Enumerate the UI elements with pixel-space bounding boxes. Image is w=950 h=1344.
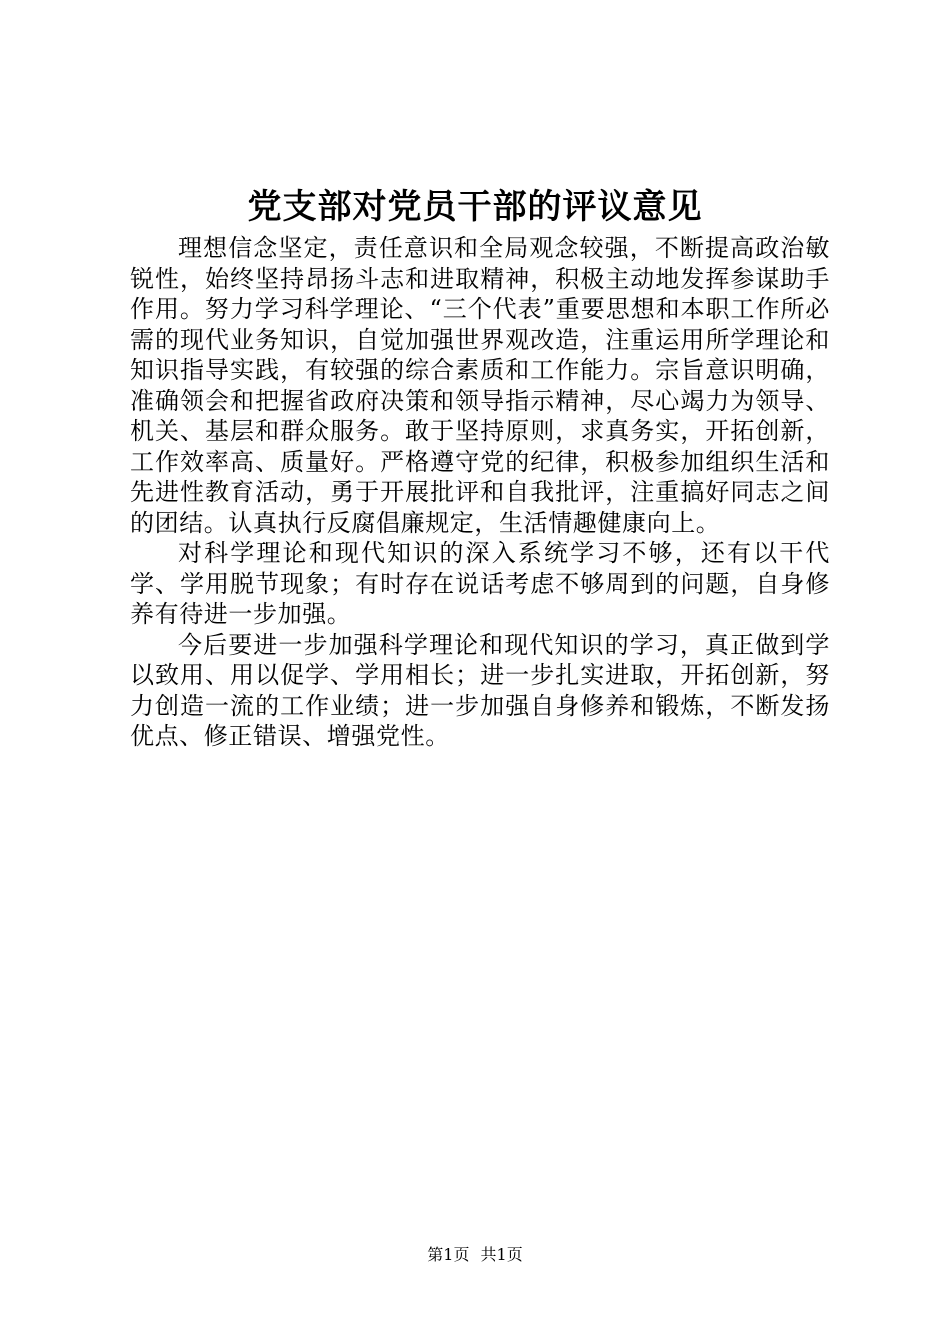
page-number-total: 共1页 [480, 1245, 523, 1264]
paragraph-3: 今后要进一步加强科学理论和现代知识的学习，真正做到学以致用、用以促学、学用相长；进一步扎实进取，开拓创新，努力创造一流的工作业绩；进一步加强自身修养和锻炼，不断发扬优点、修正错误、增强党性。 [130, 630, 830, 750]
document-body [130, 233, 830, 752]
page-footer [0, 1243, 950, 1267]
paragraph-2: 对科学理论和现代知识的深入系统学习不够，还有以干代学、学用脱节现象；有时存在说话考虑不够周到的问题，自身修养有待进一步加强。 [130, 539, 830, 628]
document-title: 党支部对党员干部的评议意见 [247, 187, 703, 227]
paragraph-1: 理想信念坚定，责任意识和全局观念较强，不断提高政治敏锐性，始终坚持昂扬斗志和进取精神，积极主动地发挥参谋助手作用。努力学习科学理论、“三个代表”重要思想和本职工作所必需的现代业务知识，自觉加强世界观改造，注重运用所学理论和知识指导实践，有较强的综合素质和工作能力。宗旨意识明确，准确领会和把握省政府决策和领导指示精神，尽心竭力为领导、机关、基层和群众服务。敢于坚持原则，求真务实，开拓创新，工作效率高、质量好。严格遵守党的纪律，积极参加组织生活和先进性教育活动，勇于开展批评和自我批评，注重搞好同志之间的团结。认真执行反腐倡廉规定，生活情趣健康向上。 [130, 234, 830, 537]
page-number-current: 第1页 [427, 1245, 470, 1264]
